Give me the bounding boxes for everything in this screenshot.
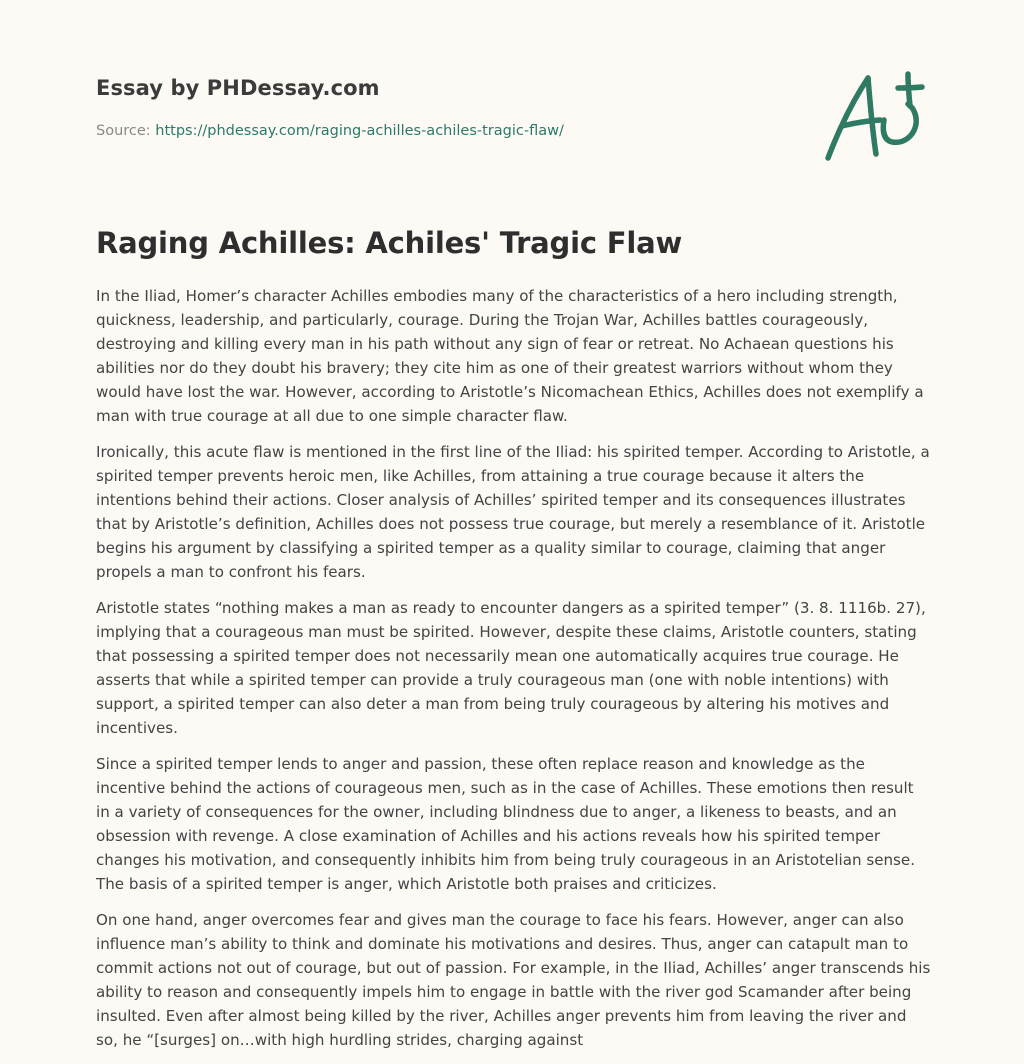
essay-paragraph: Since a spirited temper lends to anger and passion, these often replace reason and knowledge as the incentive behind the actions of courageous men, such as in the case of Achilles. These emotions then result in a variety of consequences for the owner, including blindness due to anger, a likeness to beasts, and an obsession with revenge. A close examination of Achilles and his actions reveals how his spirited temper changes his motivation, and consequently inhibits him from being truly courageous in an Aristotelian sense. The basis of a spirited temper is anger, which Aristotle both praises and criticizes. bbox=[96, 755, 915, 893]
essay-title: Raging Achilles: Achiles' Tragic Flaw bbox=[96, 226, 683, 260]
essay-paragraph: In the Iliad, Homer’s character Achilles embodies many of the characteristics of a hero including strength, quickness, leadership, and particularly, courage. During the Trojan War, Achilles battles courageously, destroying and killing every man in his path without any sign of fear or retreat. No Achaean questions his abilities nor do they doubt his bravery; they cite him as one of their greatest warriors without whom they would have lost the war. However, according to Aristotle’s Nicomachean Ethics, Achilles does not exemplify a man with true courage at all due to one simple character flaw. bbox=[96, 287, 924, 425]
essay-body bbox=[96, 284, 932, 1064]
source-line bbox=[96, 123, 564, 139]
source-link[interactable]: https://phdessay.com/raging-achilles-achiles-tragic-flaw/ bbox=[155, 123, 564, 139]
a-plus-grade-icon bbox=[818, 66, 930, 166]
essay-paragraph: Ironically, this acute flaw is mentioned in the first line of the Iliad: his spirited temper. According to Aristotle, a spirited temper prevents heroic men, like Achilles, from attaining a true courage because it alters the intentions behind their actions. Closer analysis of Achilles’ spirited temper and its consequences illustrates that by Aristotle’s definition, Achilles does not possess true courage, but merely a resemblance of it. Aristotle begins his argument by classifying a spirited temper as a quality similar to courage, claiming that anger propels a man to confront his fears. bbox=[96, 443, 930, 581]
essay-paragraph: Aristotle states “nothing makes a man as ready to encounter dangers as a spirited temper” (3. 8. 1116b. 27), implying that a courageous man must be spirited. However, despite these claims, Aristotle counters, stating that possessing a spirited temper does not necessarily mean one automatically acquires true courage. He asserts that while a spirited temper can provide a truly courageous man (one with noble intentions) with support, a spirited temper can also deter a man from being truly courageous by altering his motives and incentives. bbox=[96, 599, 926, 737]
essay-paragraph: On one hand, anger overcomes fear and gives man the courage to face his fears. However, anger can also influence man’s ability to think and dominate his motivations and desires. Thus, anger can catapult man to commit actions not out of courage, but out of passion. For example, in the Iliad, Achilles’ anger transcends his ability to reason and consequently impels him to engage in battle with the river god Scamander after being insulted. Even after almost being killed by the river, Achilles anger prevents him from leaving the river and so, he “[surges] on…with high hurdling strides, charging against bbox=[96, 911, 931, 1049]
source-label: Source: bbox=[96, 123, 156, 139]
brand-title: Essay by PHDessay.com bbox=[96, 76, 380, 100]
